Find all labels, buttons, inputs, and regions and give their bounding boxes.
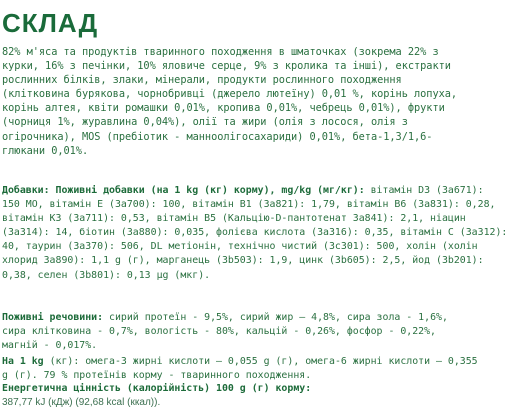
- fatty-acids-section: [2, 355, 478, 383]
- energy-value: 387,77 kJ (кДж) (92,68 kcal (ккал)).: [2, 397, 161, 409]
- additives-label: Добавки: Поживні добавки (на 1 kg (кг) корму), mg/kg (мг/кг):: [2, 185, 365, 196]
- additives-line: 40, таурин (3a370): 506, DL метіонін, технічно чистий (3c301): 500, холін (холін: [2, 241, 478, 253]
- analytical-first-line: [2, 311, 448, 325]
- composition-line: (клітковина бурякова, чорнобривці (джерело лютеїну) 0,01 %, корінь лопуха,: [2, 88, 458, 101]
- additives-line: вітамін K3 (3a711): 0,53, вітамін B5 (Кальцію-D-пантотенат 3a841): 2,1, ніацин: [2, 213, 466, 225]
- fatty-acids-line: g (г). 79 % протеїнів корму - тваринного походження.: [2, 370, 312, 382]
- analytical-line: магній - 0,017%.: [2, 340, 98, 352]
- analytical-constituents-section: [2, 311, 448, 353]
- composition-line: корінь алтея, квіти ромашки 0,01%, кропива 0,01%, чебрець 0,01%), фрукти: [2, 102, 445, 115]
- page-title: СКЛАД: [2, 8, 99, 38]
- analytical-first-line-text: сирий протеїн - 9,5%, сирий жир – 4,8%, сира зола - 1,6%,: [103, 312, 448, 323]
- composition-line: 82% м'яса та продуктів тваринного походження в шматочках (зокрема 22% з: [2, 46, 439, 58]
- energy-value-section: [2, 382, 398, 410]
- composition-line: глюкани 0,01%.: [2, 144, 89, 157]
- fatty-acids-label: На 1 kg: [2, 356, 44, 367]
- additives-line: (3a314): 14, біотин (3a880): 0,035, фолієва кислота (3a316): 0,35, вітамін C (3a312):: [2, 227, 507, 239]
- additives-first-line-text: вітамін D3 (3a671):: [364, 185, 484, 196]
- composition-text: [2, 45, 458, 158]
- fatty-acids-first-line-text: (кг): омега-3 жирні кислоти – 0,055 g (г), омега-6 жирні кислоти – 0,355: [43, 356, 478, 367]
- additives-section: [2, 184, 507, 283]
- energy-label: [2, 382, 398, 396]
- composition-line: курки, 16% з печінки, 10% яловиче серце, 9% з кролика та інші), екстракти: [2, 60, 451, 73]
- composition-line: огірочника), MOS (пребіотик - манноолігосахариди) 0,01%, бета-1,3/1,6-: [2, 130, 433, 143]
- additives-line: 150 MO, вітамін E (3a700): 100, вітамін B1 (3a821): 1,79, вітамін B6 (3a831): 0,28,: [2, 199, 496, 211]
- additives-line: хлорид 3a890): 1,1 g (г), марганець (3b503): 1,9, цинк (3b605): 2,5, йод (3b201):: [2, 255, 484, 267]
- additives-first-line: [2, 184, 484, 198]
- analytical-line: сира клітковина - 0,7%, вологість - 80%, кальцій - 0,26%, фосфор - 0,22%,: [2, 326, 437, 338]
- energy-label-text: Енергетична цінність (калорійність) 100 g (г) корму:: [2, 383, 312, 394]
- composition-line: (чорниця 1%, журавлина 0,04%), олії та жири (олія з лосося, олія з: [2, 116, 408, 129]
- analytical-label: Поживні речовини:: [2, 312, 104, 323]
- composition-line: рослинних білків, злаки, мінерали, продукти рослинного походження: [2, 74, 402, 87]
- additives-line: 0,38, селен (3b801): 0,13 µg (мкг).: [2, 269, 211, 281]
- fatty-acids-first-line: [2, 355, 478, 369]
